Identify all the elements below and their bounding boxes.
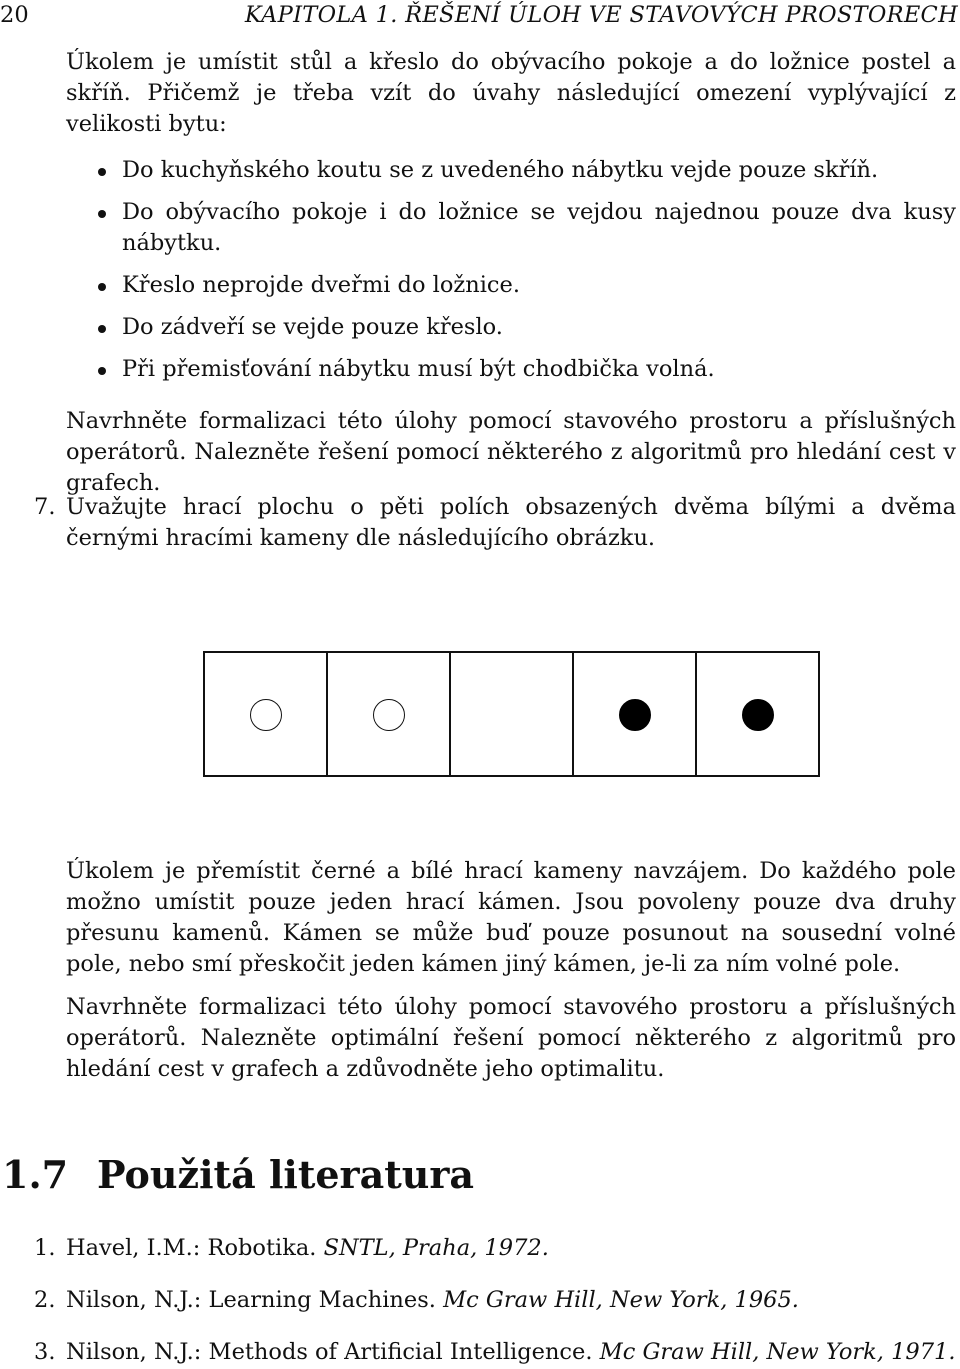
reference-number: 2.: [34, 1287, 56, 1313]
board-cell: [695, 651, 820, 777]
reference-number: 3.: [34, 1339, 56, 1365]
board-cell: [572, 651, 697, 777]
board-cell: [326, 651, 451, 777]
game-board: [203, 651, 819, 775]
list-item-text: Do zádveří se vejde pouze křeslo.: [122, 314, 503, 340]
running-head: KAPITOLA 1. ŘEŠENÍ ÚLOH VE STAVOVÝCH PROSTORECH: [244, 2, 958, 28]
section-title: Použitá literatura: [97, 1152, 475, 1197]
bullet-icon: [98, 367, 106, 375]
white-stone-icon: [373, 699, 405, 731]
reference-author-title: Nilson, N.J.: Methods of Artificial Intelligence.: [66, 1339, 593, 1365]
page-number: 20: [0, 2, 29, 28]
reference-publisher: Mc Graw Hill, New York, 1965.: [443, 1287, 799, 1313]
board-cell: [203, 651, 328, 777]
board-cell: [449, 651, 574, 777]
reference-author-title: Nilson, N.J.: Learning Machines.: [66, 1287, 436, 1313]
list-item-text: Při přemisťování nábytku musí být chodbička volná.: [122, 356, 715, 382]
bullet-icon: [98, 168, 106, 176]
list-item-text: Křeslo neprojde dveřmi do ložnice.: [122, 272, 521, 298]
reference-publisher: SNTL, Praha, 1972.: [323, 1235, 549, 1261]
task-paragraph-1: Navrhněte formalizaci této úlohy pomocí stavového prostoru a příslušných operátorů. Nalezněte řešení pomocí některého z algoritmů pro hledání cest v grafech.: [66, 408, 956, 496]
exercise-text: Uvažujte hrací plochu o pěti polích obsazených dvěma bílými a dvěma černými hracími kameny dle následujícího obrázku.: [66, 494, 956, 551]
section-number: 1.7: [2, 1152, 69, 1197]
bullet-icon: [98, 210, 106, 218]
rules-paragraph: Úkolem je přemístit černé a bílé hrací kameny navzájem. Do každého pole možno umístit pouze jeden hrací kámen. Jsou povoleny pouze dva druhy přesunu kamenů. Kámen se může buď pouze posunout na sousední volné pole, nebo smí přeskočit jeden kámen jiný kámen, je-li za ním volné pole.: [66, 858, 956, 977]
page-header: [0, 0, 960, 34]
bullet-icon: [98, 325, 106, 333]
black-stone-icon: [742, 699, 774, 731]
list-item-text: Do kuchyňského koutu se z uvedeného nábytku vejde pouze skříň.: [122, 157, 879, 183]
exercise-number: 7.: [34, 494, 56, 520]
bullet-icon: [98, 283, 106, 291]
intro-paragraph: Úkolem je umístit stůl a křeslo do obývacího pokoje a do ložnice postel a skříň. Přičemž je třeba vzít do úvahy následující omezení vyplývající z velikosti bytu:: [66, 49, 956, 137]
list-item-text: Do obývacího pokoje i do ložnice se vejdou najednou pouze dva kusy nábytku.: [122, 199, 956, 256]
reference-number: 1.: [34, 1235, 56, 1261]
white-stone-icon: [250, 699, 282, 731]
reference-publisher: Mc Graw Hill, New York, 1971.: [599, 1339, 956, 1365]
task-paragraph-2: Navrhněte formalizaci této úlohy pomocí stavového prostoru a příslušných operátorů. Nalezněte optimální řešení pomocí některého z algoritmů pro hledání cest v grafech a zdůvodněte jeho optimalitu.: [66, 994, 956, 1082]
reference-author-title: Havel, I.M.: Robotika.: [66, 1235, 317, 1261]
black-stone-icon: [619, 699, 651, 731]
